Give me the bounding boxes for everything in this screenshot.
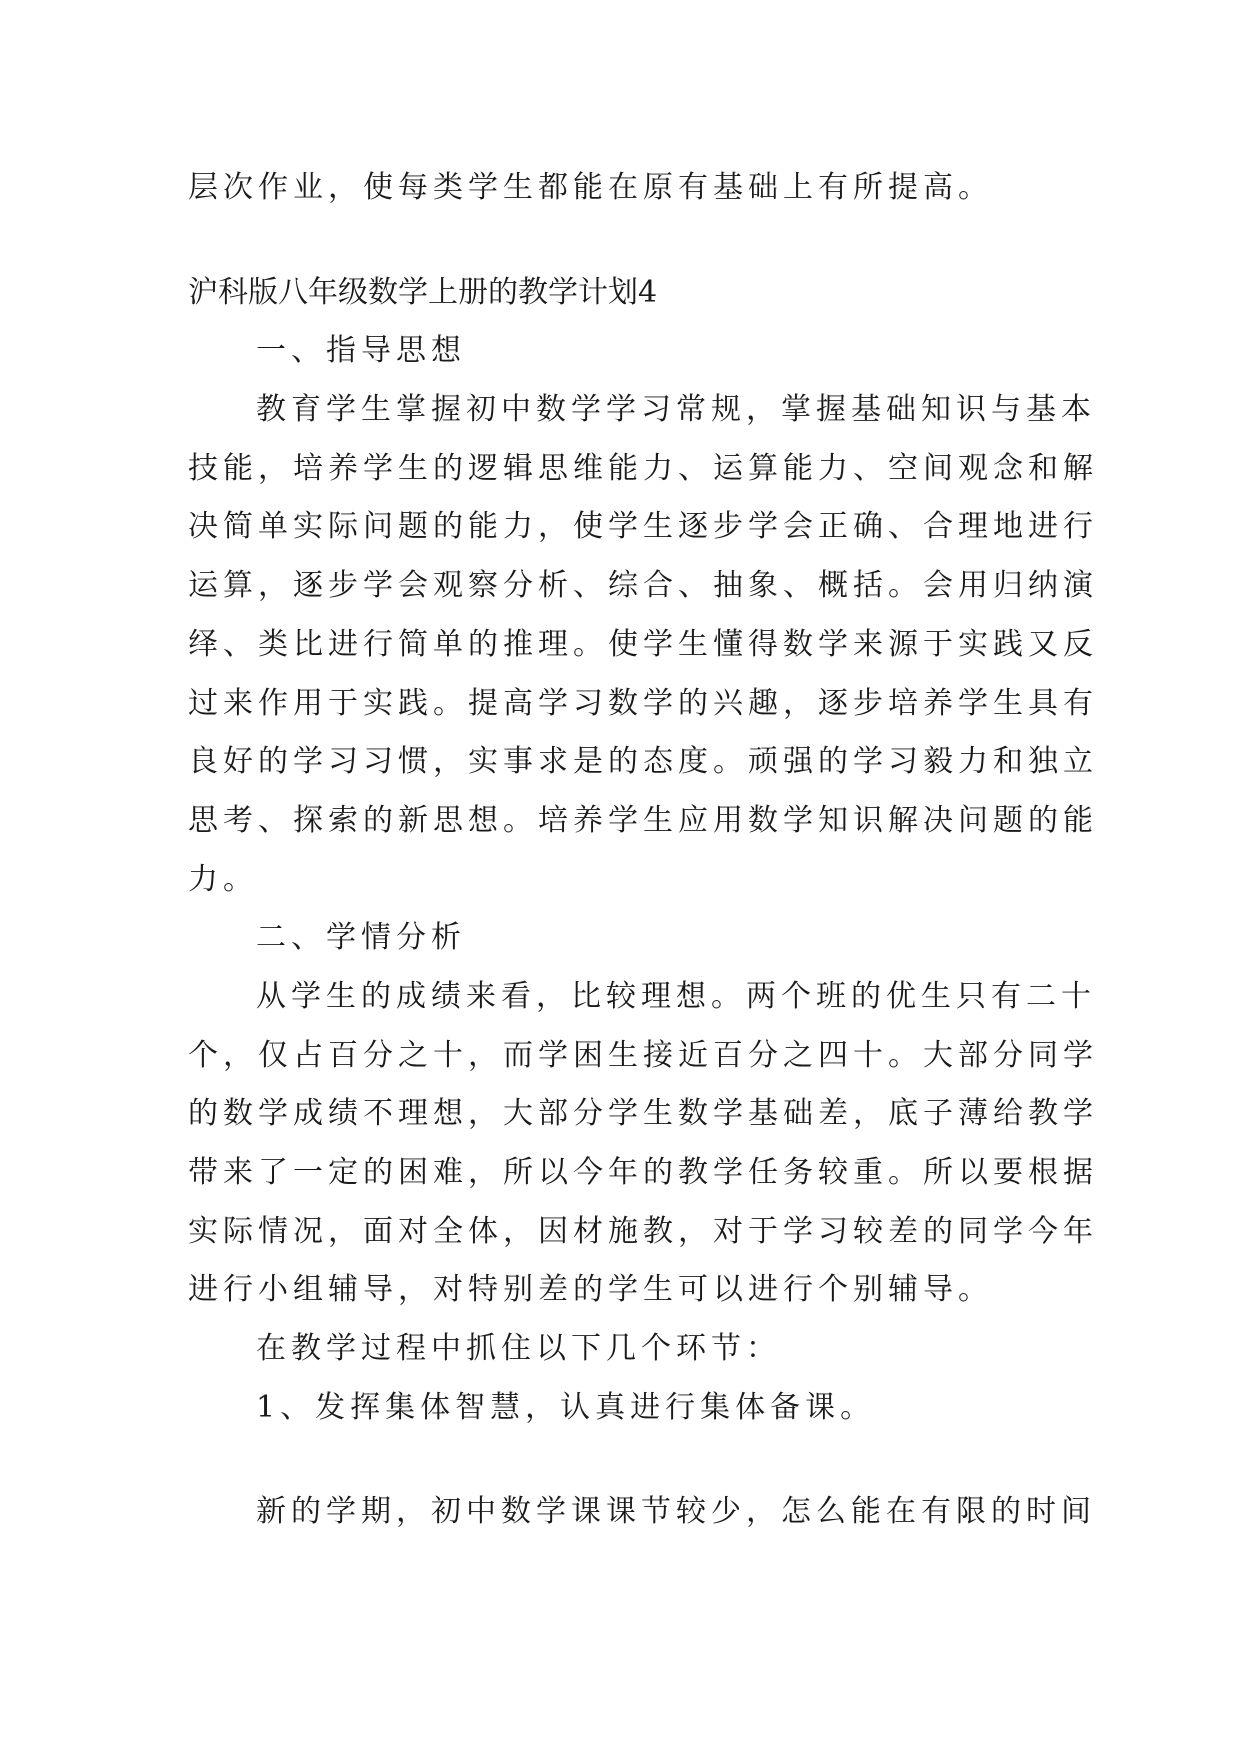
paragraph-line: 个，仅占百分之十，而学困生接近百分之四十。大部分同学 [188,1038,1098,1073]
paragraph-line: 技能，培养学生的逻辑思维能力、运算能力、空间观念和解 [188,451,1098,486]
paragraph-line: 层次作业，使每类学生都能在原有基础上有所提高。 [188,170,993,205]
paragraph-line: 新的学期，初中数学课课节较少，怎么能在有限的时间 [256,1494,1096,1529]
paragraph-line: 良好的学习习惯，实事求是的态度。顽强的学习毅力和独立 [188,744,1098,779]
paragraph-line: 带来了一定的困难，所以今年的教学任务较重。所以要根据 [188,1155,1098,1190]
paragraph-line: 在教学过程中抓住以下几个环节： [256,1331,781,1366]
paragraph-line: 从学生的成绩来看，比较理想。两个班的优生只有二十 [256,979,1096,1014]
paragraph-line: 进行小组辅导，对特别差的学生可以进行个别辅导。 [188,1272,993,1307]
paragraph-line: 过来作用于实践。提高学习数学的兴趣，逐步培养学生具有 [188,686,1098,721]
section-title: 沪科版八年级数学上册的教学计划4 [188,275,658,310]
paragraph-line: 运算，逐步学会观察分析、综合、抽象、概括。会用归纳演 [188,568,1098,603]
paragraph-line: 决简单实际问题的能力，使学生逐步学会正确、合理地进行 [188,509,1098,544]
paragraph-line: 力。 [188,862,258,897]
heading-guiding-ideology: 一、指导思想 [256,333,466,368]
heading-situation-analysis: 二、学情分析 [256,920,466,955]
paragraph-line: 绎、类比进行简单的推理。使学生懂得数学来源于实践又反 [188,627,1098,662]
list-item: 1、发挥集体智慧，认真进行集体备课。 [256,1390,876,1425]
paragraph-line: 实际情况，面对全体，因材施教，对于学习较差的同学今年 [188,1214,1098,1249]
paragraph-line: 的数学成绩不理想，大部分学生数学基础差，底子薄给教学 [188,1096,1098,1131]
paragraph-line: 教育学生掌握初中数学学习常规，掌握基础知识与基本 [256,392,1096,427]
paragraph-line: 思考、探索的新思想。培养学生应用数学知识解决问题的能 [188,803,1098,838]
